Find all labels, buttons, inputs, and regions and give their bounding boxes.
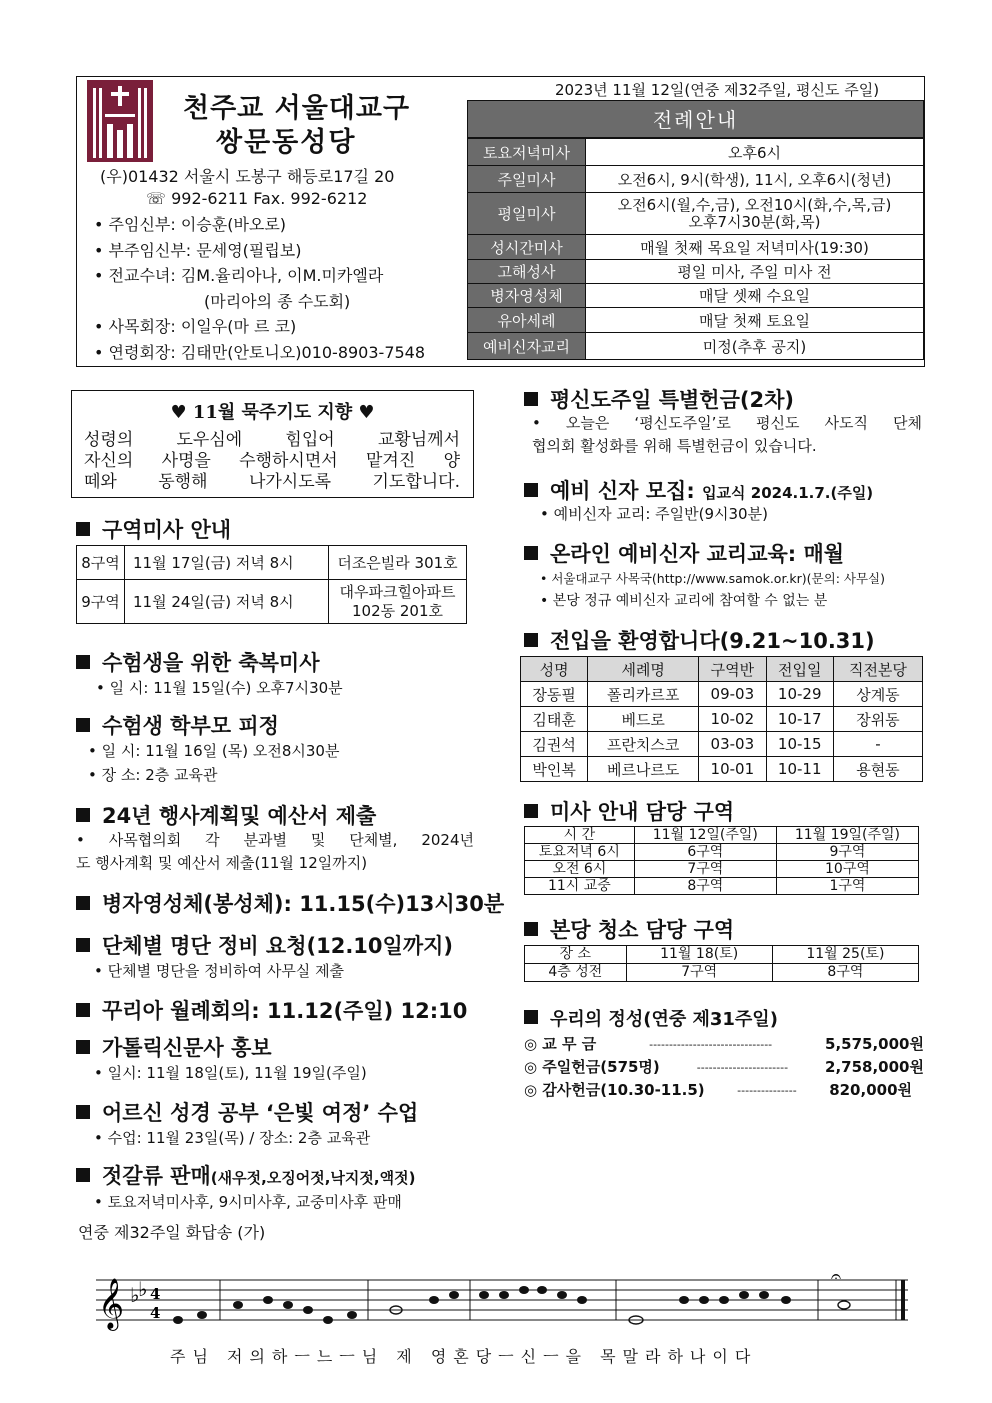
district-mass-table [76,545,467,624]
special-collection-text: • 오늘은 ‘평신도주일’로 평신도 사도직 단체 협의회 활성화를 위해 특별헌금이 있습니다. [532,414,922,455]
table-row: 4층 성전 7구역 8구역 [525,964,919,982]
plan-heading: 24년 행사계획및 예산서 제출 [76,800,376,830]
staff-item: • 전교수녀: 김M.율리아나, 이M.미카엘라 [94,266,384,285]
online-catechism-text: • 서울대교구 사목국(http://www.samok.or.kr)(문의: 사무실) • 본당 정규 예비신자 교리에 참여할 수 없는 분 [540,571,885,609]
svg-text:♭: ♭ [130,1283,140,1307]
jeotgal-text: • 토요저녁미사후, 9시미사후, 교중미사후 판매 [94,1193,402,1211]
table-row: 토요저녁미사 오후6시 [468,139,924,166]
newspaper-heading: 가톨릭신문사 홍보 [76,1032,272,1062]
staff-item: • 사목회장: 이일우(마 르 코) [94,317,297,336]
staff-item: • 연령회장: 김태만(안토니오)010-8903-7548 [94,342,426,362]
online-catechism-heading: 온라인 예비신자 교리교육: 매월 [524,538,844,568]
phone: ☏ 992-6211 Fax. 992-6212 [146,189,368,208]
offering-list [524,1033,924,1102]
offering-row: ◎ 교 무 금 ------------------------------- 5,575,000원 [524,1035,924,1053]
table-row: 성시간미사 매월 첫째 목요일 저녁미사(19:30) [468,235,924,260]
psalm-lyrics: 주님 저의하ㅡ느ㅡ님 제 영혼당ㅡ신ㅡ을 목말라하나이다 [170,1347,758,1366]
cleaning-heading: 본당 청소 담당 구역 [524,914,734,944]
newspaper-text: • 일시: 11월 18일(토), 11월 19일(주일) [94,1064,367,1082]
svg-text:𝄞: 𝄞 [98,1278,125,1329]
table-row: 평일미사 오전6시(월,수,금), 오전10시(화,수,목,금) 오후7시30분(화,목) [468,193,924,235]
church-logo-icon [87,80,153,162]
jeotgal-heading: 젓갈류 판매(새우젓,오징어젓,낙지젓,액젓) [76,1160,415,1190]
liturgy-table [467,138,924,360]
table-row: 김태훈 베드로 10-02 10-17 장위동 [521,707,923,732]
roster-heading: 단체별 명단 정비 요청(12.10일까지) [76,930,453,960]
table-row: 토요저녁 6시 6구역 9구역 [525,844,919,861]
mass-duty-table [524,826,919,895]
svg-text:4: 4 [150,1285,161,1303]
rosary-text: 성령의 도우심에 힘입어 교황님께서 자신의 사명을 수행하시면서 맡겨진 양 떼와 동행해 나가시도록 기도합니다. [84,430,460,492]
special-collection-heading: 평신도주일 특별헌금(2차) [524,384,794,414]
address: (우)01432 서울시 도봉구 해등로17길 20 [100,167,395,186]
staff-item: • 부주임신부: 문세영(필립보) [94,240,302,260]
table-header-row: 성명 세례명 구역반 전입일 직전본당 [521,657,923,682]
exam-mass-date: • 일 시: 11월 15일(수) 오후7시30분 [96,679,343,697]
table-row: 박인복 베르나르도 10-01 10-11 용현동 [521,757,923,782]
table-row: 8구역 11월 17일(금) 저녁 8시 더조은빌라 301호 [77,546,467,580]
staff-item: (마리아의 종 수도회) [204,291,351,311]
date-line: 2023년 11월 12일(연중 제32주일, 평신도 주일) [555,81,880,99]
table-header-row: 시 간 11월 12일(주일) 11월 19일(주일) [525,827,919,844]
catechumen-heading: 예비 신자 모집: 입교식 2024.1.7.(주일) [524,475,873,505]
exam-mass-heading: 수험생을 위한 축복미사 [76,647,319,677]
parish-name-line1: 천주교 서울대교구 [183,93,411,124]
staff-item: • 주임신부: 이승훈(바오로) [94,215,287,234]
table-row: 오전 6시 7구역 10구역 [525,861,919,878]
table-row: 고해성사 평일 미사, 주일 미사 전 [468,260,924,284]
staff-list [94,212,425,365]
district-mass-heading: 구역미사 안내 [76,514,231,544]
table-row: 유아세례 매달 첫째 토요일 [468,308,924,333]
welcome-heading: 전입을 환영합니다(9.21~10.31) [524,625,875,655]
bible-class-heading: 어르신 성경 공부 ‘은빛 여정’ 수업 [76,1097,418,1127]
bible-class-text: • 수업: 11월 23일(목) / 장소: 2층 교육관 [94,1129,371,1147]
svg-text:𝄐: 𝄐 [831,1268,842,1287]
liturgy-title: 전례안내 [467,100,924,138]
table-header-row: 장 소 11월 18(토) 11월 25(토) [525,946,919,964]
table-row: 병자영성체 매달 셋째 수요일 [468,284,924,308]
roster-text: • 단체별 명단을 정비하여 사무실 제출 [94,962,345,980]
offering-row: ◎ 감사헌금(10.30-11.5) --------------- 820,000원 [524,1081,912,1099]
exam-parents-place: • 장 소: 2층 교육관 [88,766,218,784]
exam-parents-heading: 수험생 학부모 피정 [76,710,279,740]
mass-duty-heading: 미사 안내 담당 구역 [524,796,734,826]
welcome-table [520,656,923,782]
catechumen-text: • 예비신자 교리: 주일반(9시30분) [540,505,768,523]
svg-text:4: 4 [150,1304,161,1322]
parish-name-line2: 쌍문동성당 [216,127,357,158]
table-row: 예비신자교리 미정(추후 공지) [468,333,924,360]
exam-parents-date: • 일 시: 11월 16일 (목) 오전8시30분 [88,742,340,760]
sick-communion-heading: 병자영성체(봉성체): 11.15(수)13시30분 [76,888,504,918]
offering-row: ◎ 주일헌금(575명) ----------------------- 2,758,000원 [524,1058,924,1076]
svg-text:♭: ♭ [138,1277,148,1301]
music-staff [96,1268,908,1338]
table-row: 9구역 11월 24일(금) 저녁 8시 대우파크힐아파트 102동 201호 [77,580,467,624]
plan-text: • 사목협의회 각 분과별 및 단체별, 2024년 도 행사계획 및 예산서 제출(11월 12일까지) [76,831,474,872]
table-row: 11시 교중 8구역 1구역 [525,878,919,895]
table-row: 주일미사 오전6시, 9시(학생), 11시, 오후6시(청년) [468,166,924,193]
rosary-title: ♥ 11월 묵주기도 지향 ♥ [170,402,375,423]
table-row: 김권석 프란치스코 03-03 10-15 - [521,732,923,757]
psalm-title: 연중 제32주일 화답송 (가) [78,1223,266,1242]
cleaning-table [524,945,919,982]
table-row: 장동필 폴리카르포 09-03 10-29 상계동 [521,682,923,707]
curia-heading: 꾸리아 월례회의: 11.12(주일) 12:10 [76,995,467,1025]
offering-heading: 우리의 정성(연중 제31주일) [524,1005,778,1031]
